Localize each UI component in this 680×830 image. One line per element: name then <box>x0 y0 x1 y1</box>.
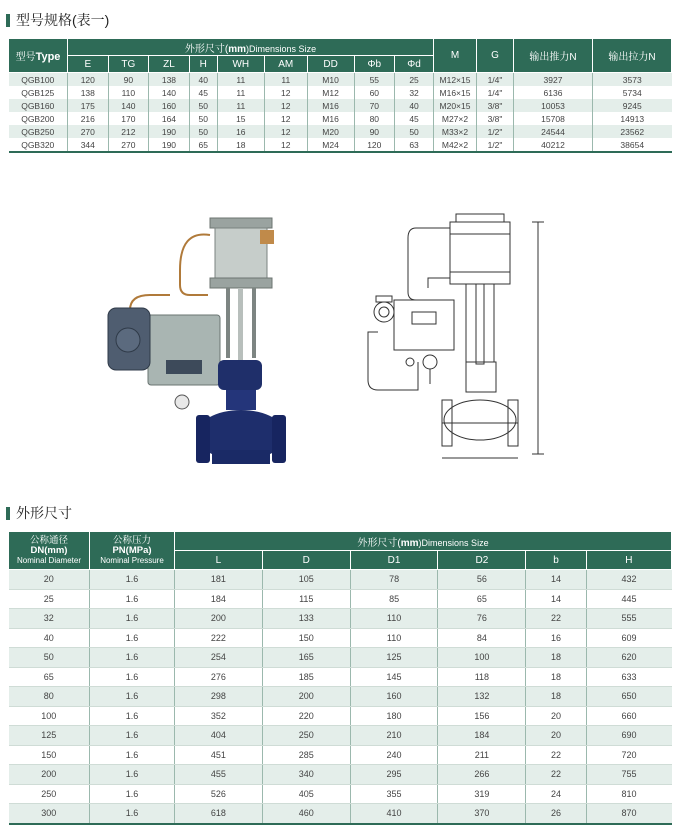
table-cell: 50 <box>395 125 434 138</box>
table-cell: 76 <box>438 609 526 629</box>
table-cell: 5734 <box>593 86 672 99</box>
table-cell: M16 <box>307 112 354 125</box>
section-title-text: 外形尺寸 <box>16 505 72 521</box>
table-cell: 1.6 <box>90 648 175 668</box>
table-cell: 1.6 <box>90 609 175 629</box>
table-cell: 22 <box>526 609 586 629</box>
table-cell: 870 <box>586 804 671 824</box>
table-cell: 80 <box>9 687 90 707</box>
table-cell: 1/4" <box>477 86 514 99</box>
table-cell: 3/8" <box>477 112 514 125</box>
table-cell: 720 <box>586 745 671 765</box>
table-cell: 6136 <box>514 86 593 99</box>
table-cell: 254 <box>175 648 263 668</box>
table-cell: 150 <box>262 628 350 648</box>
table-row <box>9 609 672 629</box>
dimension-col-header: D1 <box>350 551 438 570</box>
table-cell: 185 <box>262 667 350 687</box>
table-cell: 110 <box>350 609 438 629</box>
table-cell: 65 <box>438 589 526 609</box>
table-cell: 50 <box>189 125 217 138</box>
dimension-col-header: Φb <box>354 56 395 73</box>
table-row <box>9 667 672 687</box>
table-cell: 18 <box>526 687 586 707</box>
table-cell: 370 <box>438 804 526 824</box>
table-cell: 184 <box>175 589 263 609</box>
table-cell: 24 <box>526 784 586 804</box>
table-cell: 344 <box>68 138 109 152</box>
table-cell: M20 <box>307 125 354 138</box>
table-cell: 18 <box>217 138 264 152</box>
table-cell: 25 <box>9 589 90 609</box>
table-cell: 1/4" <box>477 73 514 87</box>
table-cell: 266 <box>438 765 526 785</box>
table-cell: 140 <box>149 86 190 99</box>
table-cell: 9245 <box>593 99 672 112</box>
table-cell: 526 <box>175 784 263 804</box>
table-cell: QGB100 <box>9 73 68 87</box>
table-row <box>9 648 672 668</box>
pn-header: 公称压力 PN(MPa) Nominal Pressure <box>90 532 175 570</box>
table-cell: 620 <box>586 648 671 668</box>
table-cell: QGB320 <box>9 138 68 152</box>
section-title-text: 型号规格(表一) <box>16 12 110 28</box>
m-header: M <box>434 39 477 73</box>
table-cell: 190 <box>149 138 190 152</box>
table-cell: 156 <box>438 706 526 726</box>
table-cell: 12 <box>264 99 307 112</box>
table-row <box>9 784 672 804</box>
dimensions-header: 外形尺寸(mm)Dimensions Size <box>68 39 434 56</box>
push-force-header: 输出推力N <box>514 39 593 73</box>
table-cell: 11 <box>264 73 307 87</box>
table-cell: QGB125 <box>9 86 68 99</box>
table-cell: 60 <box>354 86 395 99</box>
table-cell: 50 <box>9 648 90 668</box>
table-cell: 200 <box>9 765 90 785</box>
table-cell: 84 <box>438 628 526 648</box>
table-cell: 200 <box>175 609 263 629</box>
table-cell: 1.6 <box>90 570 175 590</box>
table-cell: 90 <box>354 125 395 138</box>
table-cell: 250 <box>9 784 90 804</box>
dimension-col-header: WH <box>217 56 264 73</box>
dimension-col-header: D2 <box>438 551 526 570</box>
table-cell: 63 <box>395 138 434 152</box>
table-cell: 18 <box>526 648 586 668</box>
table-cell: 40212 <box>514 138 593 152</box>
table-cell: 22 <box>526 745 586 765</box>
table-cell: M12 <box>307 86 354 99</box>
table-cell: 660 <box>586 706 671 726</box>
table-cell: 14 <box>526 589 586 609</box>
table-cell: 45 <box>189 86 217 99</box>
section-marker <box>6 507 10 520</box>
table-cell: 451 <box>175 745 263 765</box>
table-cell: 132 <box>438 687 526 707</box>
table-cell: 40 <box>395 99 434 112</box>
table-cell: 38654 <box>593 138 672 152</box>
table-cell: 300 <box>9 804 90 824</box>
table-cell: 1.6 <box>90 804 175 824</box>
table-cell: 15 <box>217 112 264 125</box>
table-row <box>9 99 672 112</box>
table-row <box>9 687 672 707</box>
dimension-col-header: DD <box>307 56 354 73</box>
table-cell: M16 <box>307 99 354 112</box>
table-cell: 1/2" <box>477 125 514 138</box>
table-cell: 276 <box>175 667 263 687</box>
table-row <box>9 86 672 99</box>
table-cell: 138 <box>68 86 109 99</box>
table-cell: 16 <box>217 125 264 138</box>
dimension-col-header: Φd <box>395 56 434 73</box>
table-cell: 120 <box>354 138 395 152</box>
table-cell: 404 <box>175 726 263 746</box>
table-cell: 133 <box>262 609 350 629</box>
table-cell: 125 <box>350 648 438 668</box>
table-row <box>9 706 672 726</box>
table-cell: 23562 <box>593 125 672 138</box>
table-cell: QGB160 <box>9 99 68 112</box>
table-cell: 1.6 <box>90 784 175 804</box>
table-row <box>9 804 672 824</box>
table-cell: 140 <box>108 99 149 112</box>
table-cell: 410 <box>350 804 438 824</box>
table-cell: 285 <box>262 745 350 765</box>
table-cell: 298 <box>175 687 263 707</box>
table-cell: 210 <box>350 726 438 746</box>
table-cell: 32 <box>9 609 90 629</box>
table-cell: 211 <box>438 745 526 765</box>
table-cell: 220 <box>262 706 350 726</box>
table-cell: 145 <box>350 667 438 687</box>
table-cell: 165 <box>262 648 350 668</box>
table-cell: 85 <box>350 589 438 609</box>
valve-technical-drawing <box>358 212 554 464</box>
table-row <box>9 570 672 590</box>
table-cell: 270 <box>68 125 109 138</box>
table-cell: 32 <box>395 86 434 99</box>
table-cell: 40 <box>189 73 217 87</box>
table-cell: 45 <box>395 112 434 125</box>
table-cell: 26 <box>526 804 586 824</box>
table-cell: 20 <box>526 706 586 726</box>
section-title-dimensions <box>6 503 72 523</box>
table-cell: 16 <box>526 628 586 648</box>
table-cell: 11 <box>217 86 264 99</box>
table-cell: 250 <box>262 726 350 746</box>
dimension-col-header: H <box>586 551 671 570</box>
table-cell: 3927 <box>514 73 593 87</box>
table-cell: 20 <box>526 726 586 746</box>
table-cell: 555 <box>586 609 671 629</box>
table-cell: 184 <box>438 726 526 746</box>
section-marker <box>6 14 10 27</box>
table-cell: 3573 <box>593 73 672 87</box>
model-specs-table <box>8 38 672 153</box>
table-cell: 22 <box>526 765 586 785</box>
table-row <box>9 73 672 87</box>
table-cell: 1.6 <box>90 726 175 746</box>
dimension-col-header: AM <box>264 56 307 73</box>
table-cell: 100 <box>438 648 526 668</box>
valve-photo <box>100 210 300 472</box>
table-row <box>9 112 672 125</box>
table-cell: 650 <box>586 687 671 707</box>
table-cell: 11 <box>217 73 264 87</box>
table-cell: 55 <box>354 73 395 87</box>
table-cell: M24 <box>307 138 354 152</box>
table-row <box>9 745 672 765</box>
table-cell: 1.6 <box>90 765 175 785</box>
table-cell: 14 <box>526 570 586 590</box>
dimension-col-header: TG <box>108 56 149 73</box>
table-cell: 150 <box>9 745 90 765</box>
table-cell: 14913 <box>593 112 672 125</box>
table-cell: 1/2" <box>477 138 514 152</box>
table-cell: M20×15 <box>434 99 477 112</box>
table-cell: 618 <box>175 804 263 824</box>
table-cell: 110 <box>350 628 438 648</box>
table-cell: 319 <box>438 784 526 804</box>
table-cell: 755 <box>586 765 671 785</box>
dimension-col-header: L <box>175 551 263 570</box>
table-cell: 445 <box>586 589 671 609</box>
table-cell: 15708 <box>514 112 593 125</box>
table-cell: 24544 <box>514 125 593 138</box>
table-cell: 164 <box>149 112 190 125</box>
table-cell: 340 <box>262 765 350 785</box>
table-cell: 690 <box>586 726 671 746</box>
table-cell: 25 <box>395 73 434 87</box>
table-cell: 460 <box>262 804 350 824</box>
table-cell: 12 <box>264 125 307 138</box>
dn-header: 公称通径 DN(mm) Nominal Diameter <box>9 532 90 570</box>
table-cell: 18 <box>526 667 586 687</box>
table-cell: 240 <box>350 745 438 765</box>
table-cell: QGB200 <box>9 112 68 125</box>
pull-force-header: 输出拉力N <box>593 39 672 73</box>
table-cell: 160 <box>149 99 190 112</box>
table-cell: 352 <box>175 706 263 726</box>
table-cell: 295 <box>350 765 438 785</box>
g-header: G <box>477 39 514 73</box>
table-cell: M42×2 <box>434 138 477 152</box>
table-cell: 80 <box>354 112 395 125</box>
table-cell: 190 <box>149 125 190 138</box>
table-cell: 633 <box>586 667 671 687</box>
table-cell: 216 <box>68 112 109 125</box>
table-cell: 10053 <box>514 99 593 112</box>
table-cell: 120 <box>68 73 109 87</box>
table-cell: 1.6 <box>90 745 175 765</box>
table-cell: 56 <box>438 570 526 590</box>
table-cell: 1.6 <box>90 589 175 609</box>
table-cell: 90 <box>108 73 149 87</box>
table-cell: M10 <box>307 73 354 87</box>
dimension-col-header: H <box>189 56 217 73</box>
table-row <box>9 138 672 152</box>
table-cell: 70 <box>354 99 395 112</box>
table-cell: 180 <box>350 706 438 726</box>
table-cell: 405 <box>262 784 350 804</box>
table-cell: 810 <box>586 784 671 804</box>
table-cell: 11 <box>217 99 264 112</box>
table-cell: 65 <box>189 138 217 152</box>
table-row <box>9 589 672 609</box>
table-cell: M33×2 <box>434 125 477 138</box>
dimension-col-header: E <box>68 56 109 73</box>
table-cell: 1.6 <box>90 706 175 726</box>
dimension-col-header: D <box>262 551 350 570</box>
table-cell: 1.6 <box>90 687 175 707</box>
table-cell: 78 <box>350 570 438 590</box>
table-cell: 100 <box>9 706 90 726</box>
table-cell: 65 <box>9 667 90 687</box>
table-cell: 12 <box>264 86 307 99</box>
table-cell: 222 <box>175 628 263 648</box>
table-cell: 355 <box>350 784 438 804</box>
table-cell: 160 <box>350 687 438 707</box>
table-cell: 3/8" <box>477 99 514 112</box>
dimension-col-header: ZL <box>149 56 190 73</box>
table-cell: 270 <box>108 138 149 152</box>
table-cell: 181 <box>175 570 263 590</box>
table-cell: 110 <box>108 86 149 99</box>
dimension-col-header: b <box>526 551 586 570</box>
table-cell: 138 <box>149 73 190 87</box>
table-cell: 200 <box>262 687 350 707</box>
table-cell: 125 <box>9 726 90 746</box>
table-cell: 1.6 <box>90 667 175 687</box>
table-cell: 609 <box>586 628 671 648</box>
table-cell: QGB250 <box>9 125 68 138</box>
table-cell: M27×2 <box>434 112 477 125</box>
type-header: 型号Type <box>9 39 68 73</box>
table-cell: 455 <box>175 765 263 785</box>
table-cell: 50 <box>189 112 217 125</box>
table-row <box>9 125 672 138</box>
dimensions-header: 外形尺寸(mm)Dimensions Size <box>175 532 672 551</box>
table-cell: M12×15 <box>434 73 477 87</box>
table-row <box>9 628 672 648</box>
section-title-model-specs <box>6 10 109 30</box>
table-cell: 432 <box>586 570 671 590</box>
dimensions-table <box>8 531 672 825</box>
table-cell: 40 <box>9 628 90 648</box>
table-cell: 20 <box>9 570 90 590</box>
table-row <box>9 765 672 785</box>
table-cell: 50 <box>189 99 217 112</box>
table-cell: 12 <box>264 112 307 125</box>
table-cell: 115 <box>262 589 350 609</box>
table-cell: 12 <box>264 138 307 152</box>
table-cell: M16×15 <box>434 86 477 99</box>
table-cell: 118 <box>438 667 526 687</box>
table-cell: 1.6 <box>90 628 175 648</box>
table-cell: 175 <box>68 99 109 112</box>
table-cell: 170 <box>108 112 149 125</box>
table-cell: 105 <box>262 570 350 590</box>
table-cell: 212 <box>108 125 149 138</box>
table-row <box>9 726 672 746</box>
